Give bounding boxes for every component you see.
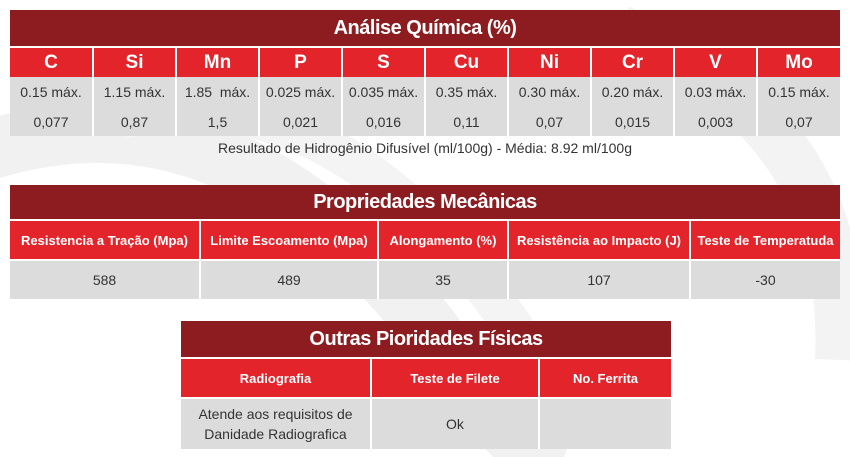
result-cell: 0,11 <box>425 107 508 136</box>
result-cell: 0,021 <box>259 107 342 136</box>
mechanical-header: Limite Escoamento (Mpa) <box>200 221 378 260</box>
other-values-row <box>181 398 671 449</box>
hydrogen-result-note: Resultado de Hidrogênio Difusível (ml/100g) - Média: 8.92 ml/100g <box>218 140 632 156</box>
element-header: Mn <box>176 48 259 77</box>
mechanical-value-cell: 489 <box>200 260 378 299</box>
result-cell: 0,07 <box>508 107 591 136</box>
mechanical-value-cell: -30 <box>690 260 840 299</box>
mechanical-value-cell: 107 <box>508 260 690 299</box>
element-header: Cr <box>591 48 674 77</box>
max-value-cell: 1.85 máx. <box>176 77 259 107</box>
element-header: Ni <box>508 48 591 77</box>
mechanical-properties-title: Propriedades Mecânicas <box>10 185 840 221</box>
radiography-value: Atende aos requisitos de Danidade Radiografica <box>181 398 371 449</box>
mechanical-properties-table <box>10 185 840 299</box>
other-header: Teste de Filete <box>371 359 539 398</box>
ferrite-number-value <box>539 398 671 449</box>
other-properties-table <box>181 321 671 449</box>
result-cell: 0,87 <box>93 107 176 136</box>
max-value-cell: 0.03 máx. <box>674 77 757 107</box>
max-value-cell: 0.025 máx. <box>259 77 342 107</box>
element-header: P <box>259 48 342 77</box>
max-values-row <box>10 77 840 107</box>
mechanical-header: Teste de Temperatuda <box>690 221 840 260</box>
max-value-cell: 0.30 máx. <box>508 77 591 107</box>
max-value-cell: 0.15 máx. <box>10 77 93 107</box>
other-header-row <box>181 359 671 398</box>
other-header: No. Ferrita <box>539 359 671 398</box>
max-value-cell: 0.20 máx. <box>591 77 674 107</box>
max-value-cell: 0.035 máx. <box>342 77 425 107</box>
mechanical-header-row <box>10 221 840 260</box>
max-value-cell: 0.35 máx. <box>425 77 508 107</box>
other-header: Radiografia <box>181 359 371 398</box>
mechanical-values-row <box>10 260 840 299</box>
chemical-analysis-title: Análise Química (%) <box>10 10 840 48</box>
element-header: Cu <box>425 48 508 77</box>
mechanical-value-cell: 35 <box>378 260 508 299</box>
element-header: Mo <box>757 48 840 77</box>
fillet-test-value: Ok <box>371 398 539 449</box>
result-cell: 0,07 <box>757 107 840 136</box>
result-cell: 0,015 <box>591 107 674 136</box>
chemical-header-row <box>10 48 840 77</box>
element-header: C <box>10 48 93 77</box>
result-cell: 0,016 <box>342 107 425 136</box>
results-row <box>10 107 840 136</box>
element-header: S <box>342 48 425 77</box>
max-value-cell: 0.15 máx. <box>757 77 840 107</box>
max-value-cell: 1.15 máx. <box>93 77 176 107</box>
result-cell: 0,077 <box>10 107 93 136</box>
result-cell: 1,5 <box>176 107 259 136</box>
result-cell: 0,003 <box>674 107 757 136</box>
element-header: Si <box>93 48 176 77</box>
chemical-analysis-table <box>10 10 840 136</box>
mechanical-header: Resistência ao Impacto (J) <box>508 221 690 260</box>
element-header: V <box>674 48 757 77</box>
mechanical-header: Resistencia a Tração (Mpa) <box>10 221 200 260</box>
mechanical-header: Alongamento (%) <box>378 221 508 260</box>
other-properties-title: Outras Pioridades Físicas <box>181 321 671 359</box>
mechanical-value-cell: 588 <box>10 260 200 299</box>
